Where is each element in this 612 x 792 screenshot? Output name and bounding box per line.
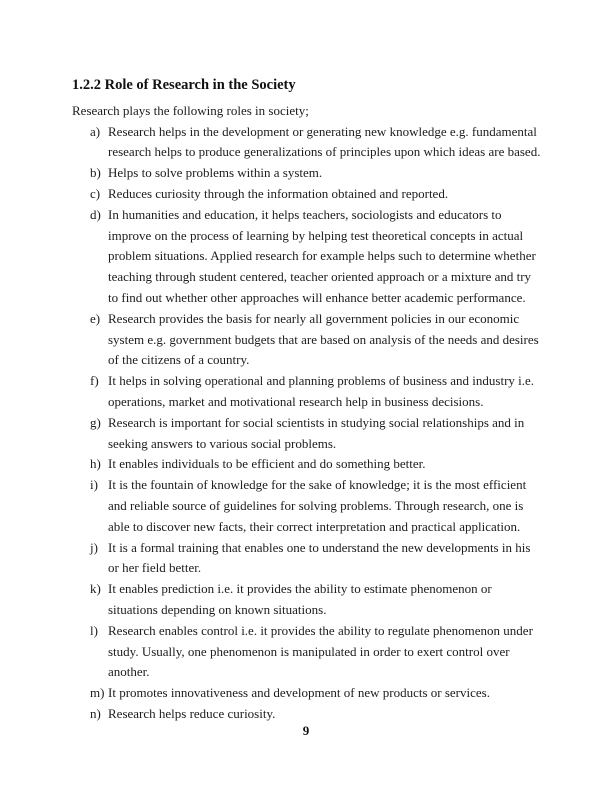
section-heading: 1.2.2 Role of Research in the Society: [72, 77, 296, 93]
list-item-marker: f): [90, 373, 99, 389]
list-item-marker: n): [90, 705, 101, 721]
list-item-text: Research enables control i.e. it provides the ability to regulate phenomenon under study. Usually, one phenomenon is manipulated in order to exert control over another.: [108, 622, 533, 680]
list-item-text: Research helps reduce curiosity.: [108, 705, 276, 721]
list-item: [90, 413, 542, 455]
list-item: [90, 454, 542, 475]
page-number: 9: [302, 723, 310, 738]
list-item-marker: a): [90, 123, 101, 139]
list-item-text: Research provides the basis for nearly all government policies in our economic system e.g. government budgets that are based on analysis of the needs and desires of the citizens of a country.: [108, 310, 539, 368]
list-item-marker: b): [90, 165, 101, 181]
page-content: [72, 76, 542, 725]
list-item-marker: d): [90, 206, 101, 222]
list-item-text: It enables prediction i.e. it provides the ability to estimate phenomenon or situations depending on known situations.: [108, 581, 492, 617]
intro-paragraph: Research plays the following roles in society;: [72, 102, 309, 118]
list-item: [90, 683, 542, 704]
list-item-text: It helps in solving operational and planning problems of business and industry i.e. operations, market and motivational research help in business decisions.: [108, 373, 535, 409]
list-item-text: It is the fountain of knowledge for the sake of knowledge; it is the most efficient and reliable source of guidelines for solving problems. Through research, one is able to discover new facts, their correct interpretation and practical application.: [108, 477, 527, 534]
list-item-text: It is a formal training that enables one to understand the new developments in his or her field better.: [108, 539, 531, 576]
list-item-text: Research helps in the development or generating new knowledge e.g. fundamental research helps to produce generalizations of principles upon which ideas are based.: [108, 123, 541, 160]
list-item-text: Helps to solve problems within a system.: [108, 165, 323, 181]
list-item: [90, 538, 542, 580]
list-item-marker: c): [90, 186, 101, 202]
list-item-marker: g): [90, 414, 101, 430]
list-item-text: It enables individuals to be efficient and do something better.: [108, 456, 426, 472]
list-item: [90, 475, 542, 537]
list-item: [90, 579, 542, 621]
list-item-text: It promotes innovativeness and development of new products or services.: [108, 685, 490, 701]
list-item: [90, 205, 542, 309]
list-item: [90, 371, 542, 413]
role-list: [72, 122, 542, 725]
page-footer: [0, 722, 612, 740]
list-item: [90, 122, 542, 164]
list-item: [90, 184, 542, 205]
list-item-marker: e): [90, 310, 101, 326]
list-item-marker: j): [90, 539, 98, 555]
list-item-marker: h): [90, 456, 101, 472]
list-item-text: In humanities and education, it helps teachers, sociologists and educators to improve on the process of learning by helping test theoretical concepts in actual problem situations. Applied research for example helps such to determine whether teaching through student centered, teacher oriented approach or a mixture and try to find out whether other approaches will enhance better academic performance.: [108, 206, 536, 306]
list-item-text: Reduces curiosity through the information obtained and reported.: [108, 186, 449, 202]
list-item: [90, 309, 542, 371]
list-item-marker: i): [90, 477, 98, 493]
list-item: [90, 163, 542, 184]
list-item-text: Research is important for social scientists in studying social relationships and in seeking answers to various social problems.: [108, 414, 525, 451]
list-item-marker: l): [90, 622, 98, 638]
list-item-marker: m): [90, 685, 105, 701]
list-item: [90, 621, 542, 683]
list-item-marker: k): [90, 581, 101, 597]
